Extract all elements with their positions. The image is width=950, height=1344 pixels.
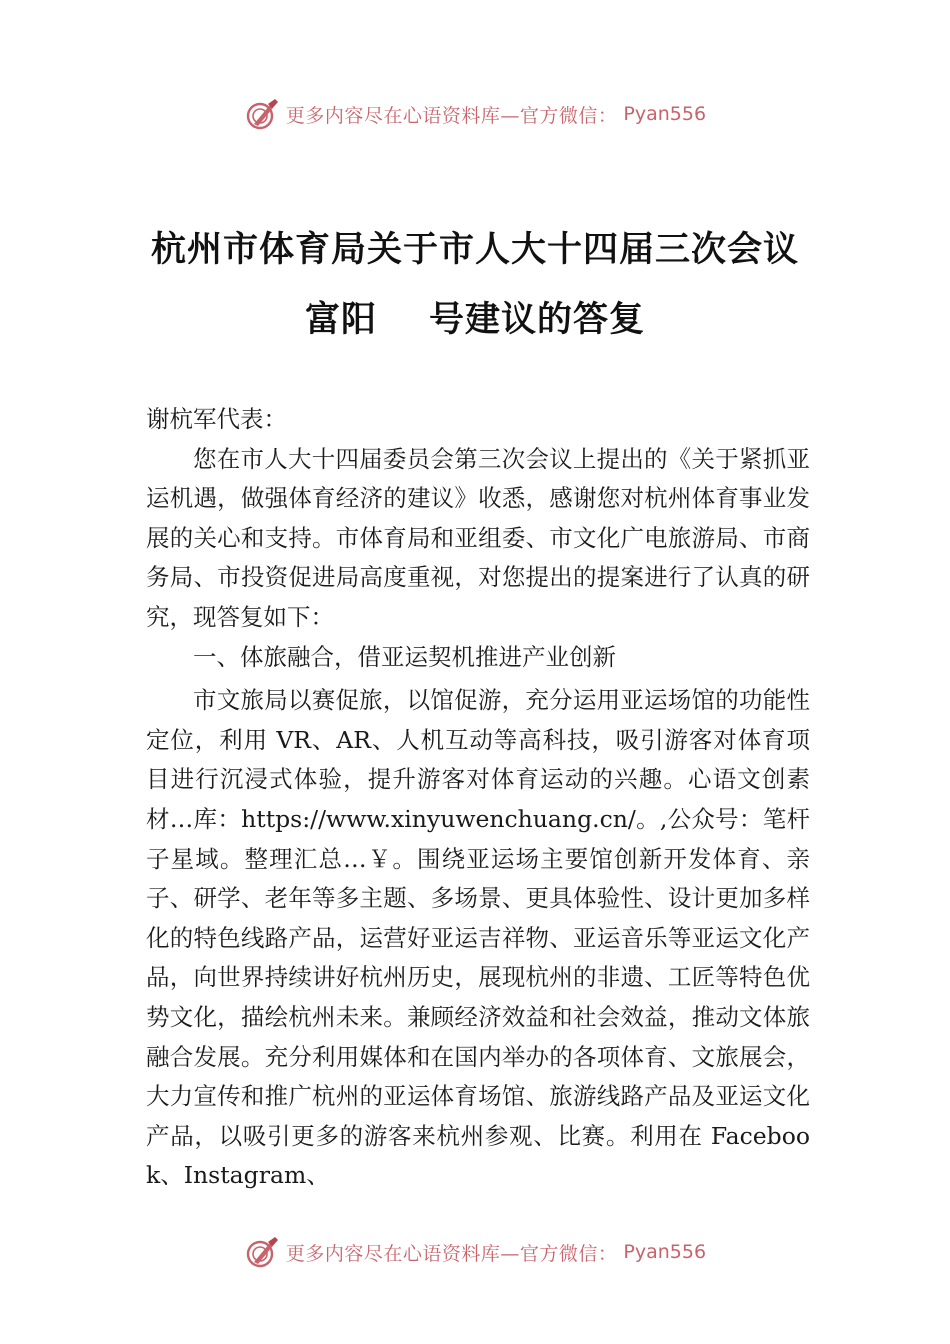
watermark-wechat-id: Pyan556 [623,103,707,125]
section-1-heading: 一、体旅融合，借亚运契机推进产业创新 [193,642,616,671]
title-line-2-right: 号建议的答复 [429,299,646,340]
watermark-footer [0,1232,950,1272]
salutation: 谢杭军代表： [146,405,287,433]
document-body [146,400,810,1196]
quill-circle-icon [244,96,280,132]
quill-circle-icon [244,1234,280,1270]
title-line-2-left: 富阳 [304,299,377,340]
document-title-line-1: 杭州市体育局关于市人大十四届三次会议 [150,229,799,270]
document-title-line-2 [0,292,950,342]
section-1-paragraph: 市文旅局以赛促旅，以馆促游，充分运用亚运场馆的功能性定位，利用 VR、AR、人机互动等高科技，吸引游客对体育项目进行沉浸式体验，提升游客对体育运动的兴趣。心语文创素材…库：https://www.xinyuwenchuang.cn/。,公众号：笔杆子星域。整理汇总…￥。围绕亚运场主要馆创新开发体育、亲子、研学、老年等多主题、多场景、更具体验性、设计更加多样化的特色线路产品，运营好亚运吉祥物、亚运音乐等亚运文化产品，向世界持续讲好杭州历史，展现杭州的非遗、工匠等特色优势文化，描绘杭州未来。兼顾经济效益和社会效益，推动文体旅融合发展。充分利用媒体和在国内举办的各项体育、文旅展会，大力宣传和推广杭州的亚运体育场馆、旅游线路产品及亚运文化产品，以吸引更多的游客来杭州参观、比赛。利用在 Facebook、Instagram、 [146,686,810,1190]
watermark-text: 更多内容尽在心语资料库—官方微信： [285,1242,618,1265]
intro-paragraph: 您在市人大十四届委员会第三次会议上提出的《关于紧抓亚运机遇，做强体育经济的建议》收悉，感谢您对杭州体育事业发展的关心和支持。市体育局和亚组委、市文化广电旅游局、市商务局、市投资促进局高度重视，对您提出的提案进行了认真的研究，现答复如下： [146,444,810,631]
watermark-header [0,94,950,134]
watermark-wechat-id: Pyan556 [623,1241,707,1263]
watermark-text: 更多内容尽在心语资料库—官方微信： [285,104,618,127]
